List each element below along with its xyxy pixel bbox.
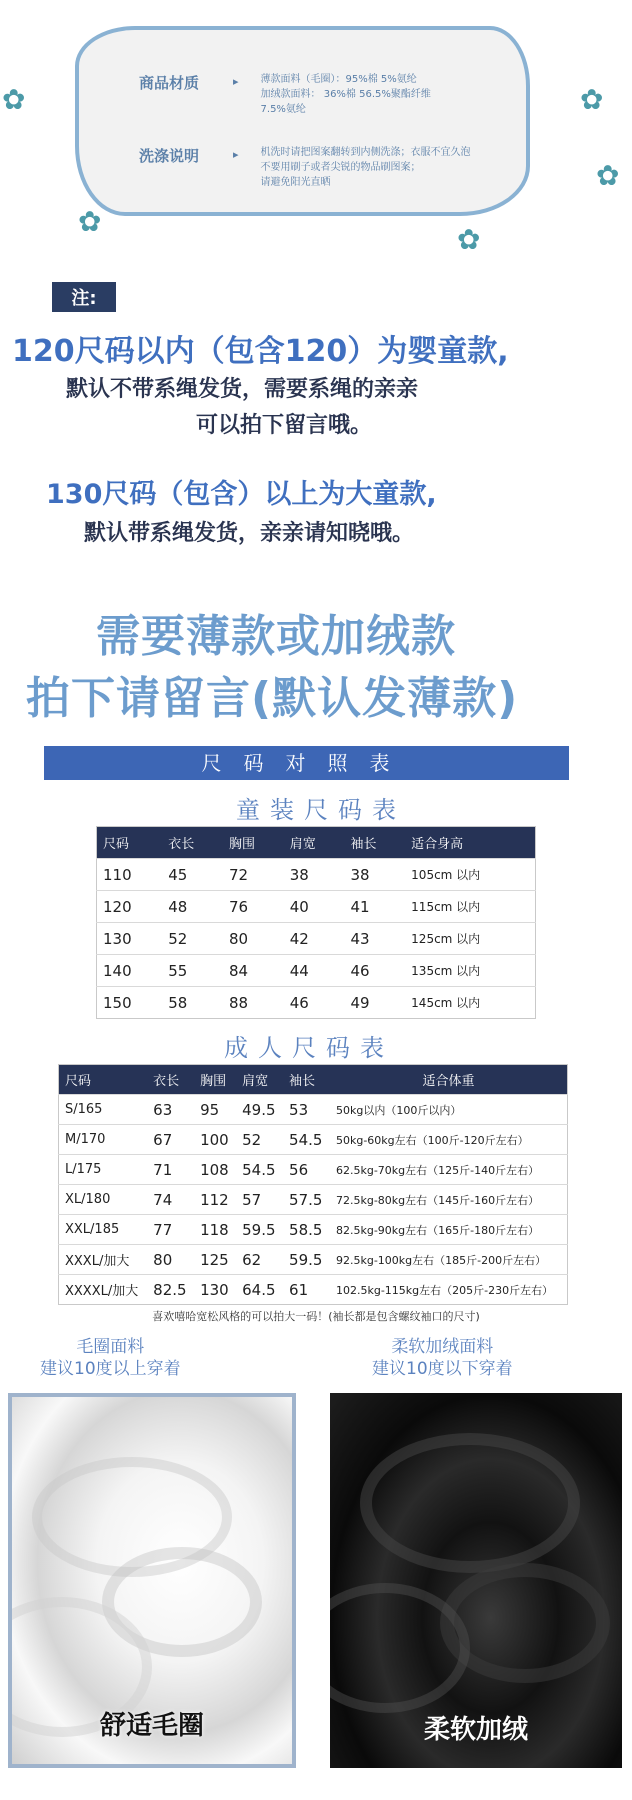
table-cell: 72.5kg-80kg左右（145斤-160斤左右）: [330, 1185, 568, 1215]
material-lines: [261, 72, 431, 117]
table-cell: 38: [284, 859, 345, 891]
table-cell: 45: [162, 859, 223, 891]
table-cell: M/170: [59, 1125, 148, 1155]
table-cell: 62: [236, 1245, 283, 1275]
fleece-caption-title: 柔软加绒面料: [391, 1337, 494, 1357]
arrow-right-icon: ▸: [233, 75, 239, 88]
table-cell: 110: [97, 859, 163, 891]
table-cell: 54.5: [236, 1155, 283, 1185]
table-header-row: [97, 827, 536, 859]
note-line: 120尺码以内（包含120）为婴童款,: [12, 334, 509, 369]
table-cell: 40: [284, 891, 345, 923]
column-header: 适合体重: [330, 1065, 568, 1095]
table-cell: 74: [147, 1185, 194, 1215]
table-row: [59, 1125, 568, 1155]
fleece-label: 柔软加绒: [423, 1715, 528, 1745]
kids-chart-title: 童装尺码表: [236, 796, 406, 824]
table-cell: 118: [194, 1215, 236, 1245]
table-cell: 84: [223, 955, 284, 987]
material-label: 商品材质: [139, 74, 200, 92]
note-line: 130尺码（包含）以上为大童款,: [46, 479, 437, 510]
column-header: 适合身高: [405, 827, 535, 859]
column-header: 衣长: [147, 1065, 194, 1095]
table-row: [97, 923, 536, 955]
table-cell: 95: [194, 1095, 236, 1125]
table-cell: 135cm 以内: [405, 955, 535, 987]
table-row: [59, 1095, 568, 1125]
table-cell: 64.5: [236, 1275, 283, 1305]
table-cell: 63: [147, 1095, 194, 1125]
table-cell: 46: [284, 987, 345, 1019]
table-cell: 50kg-60kg左右（100斤-120斤左右）: [330, 1125, 568, 1155]
table-cell: 150: [97, 987, 163, 1019]
headline-line: 拍下请留言(默认发薄款): [26, 673, 519, 724]
table-cell: 125cm 以内: [405, 923, 535, 955]
terry-caption: [40, 1336, 181, 1380]
table-cell: 57: [236, 1185, 283, 1215]
table-cell: 140: [97, 955, 163, 987]
table-cell: 52: [236, 1125, 283, 1155]
table-cell: 49: [344, 987, 405, 1019]
washing-label: 洗涤说明: [139, 147, 200, 165]
table-cell: 105cm 以内: [405, 859, 535, 891]
table-cell: S/165: [59, 1095, 148, 1125]
column-header: 胸围: [194, 1065, 236, 1095]
column-header: 衣长: [162, 827, 223, 859]
table-row: [97, 891, 536, 923]
size-footnote: 喜欢嘻哈宽松风格的可以拍大一码！(袖长都是包含螺纹袖口的尺寸): [152, 1310, 480, 1323]
size-chart-title: 尺码对照表: [44, 746, 569, 780]
column-header: 肩宽: [236, 1065, 283, 1095]
arrow-right-icon: ▸: [233, 148, 239, 161]
table-cell: 43: [344, 923, 405, 955]
washing-line: 机洗时请把图案翻转到内侧洗涤；衣服不宜久泡: [260, 147, 471, 158]
table-cell: 100: [194, 1125, 236, 1155]
table-cell: XXXL/加大: [59, 1245, 148, 1275]
table-cell: 120: [97, 891, 163, 923]
fleece-fabric-photo: [330, 1393, 622, 1768]
table-cell: XL/180: [59, 1185, 148, 1215]
washing-line: 请避免阳光直晒: [260, 177, 331, 188]
table-row: [97, 955, 536, 987]
table-cell: 50kg以内（100斤以内）: [330, 1095, 568, 1125]
table-cell: 88: [223, 987, 284, 1019]
table-cell: 102.5kg-115kg左右（205斤-230斤左右）: [330, 1275, 568, 1305]
table-cell: 82.5: [147, 1275, 194, 1305]
table-cell: 53: [283, 1095, 330, 1125]
table-cell: 42: [284, 923, 345, 955]
note-tag: 注:: [52, 282, 116, 312]
note-line: 可以拍下留言哦。: [196, 413, 373, 438]
table-cell: 76: [223, 891, 284, 923]
table-cell: 80: [147, 1245, 194, 1275]
table-cell: 61: [283, 1275, 330, 1305]
table-row: [59, 1275, 568, 1305]
table-header-row: [59, 1065, 568, 1095]
table-cell: 59.5: [236, 1215, 283, 1245]
fleece-caption-advice: 建议10度以下穿着: [372, 1359, 513, 1379]
table-cell: 71: [147, 1155, 194, 1185]
table-cell: 59.5: [283, 1245, 330, 1275]
table-cell: 67: [147, 1125, 194, 1155]
table-cell: 41: [344, 891, 405, 923]
table-cell: 62.5kg-70kg左右（125斤-140斤左右）: [330, 1155, 568, 1185]
table-cell: 56: [283, 1155, 330, 1185]
terry-label: 舒适毛圈: [99, 1711, 204, 1741]
terry-caption-title: 毛圈面料: [76, 1337, 145, 1357]
table-cell: 145cm 以内: [405, 987, 535, 1019]
terry-caption-advice: 建议10度以上穿着: [40, 1359, 181, 1379]
table-cell: 57.5: [283, 1185, 330, 1215]
washing-row: [139, 145, 471, 190]
column-header: 尺码: [59, 1065, 148, 1095]
material-card: [75, 26, 530, 216]
table-cell: 55: [162, 955, 223, 987]
column-header: 胸围: [223, 827, 284, 859]
material-line: 薄款面料（毛圈）：95%棉 5%氨纶: [260, 74, 417, 85]
adult-size-table: [58, 1064, 568, 1305]
table-cell: 48: [162, 891, 223, 923]
table-cell: 38: [344, 859, 405, 891]
table-cell: 72: [223, 859, 284, 891]
terry-fabric-photo: [8, 1393, 296, 1768]
table-cell: XXL/185: [59, 1215, 148, 1245]
kids-size-table: [96, 826, 536, 1019]
table-cell: 108: [194, 1155, 236, 1185]
table-row: [97, 987, 536, 1019]
table-cell: 46: [344, 955, 405, 987]
table-cell: 54.5: [283, 1125, 330, 1155]
table-cell: 130: [97, 923, 163, 955]
fleece-caption: [372, 1336, 513, 1380]
table-cell: 130: [194, 1275, 236, 1305]
flower-icon: ✿: [580, 83, 604, 116]
table-row: [59, 1215, 568, 1245]
adult-chart-title: 成人尺码表: [224, 1034, 394, 1062]
note-line: 默认不带系绳发货，需要系绳的亲亲: [66, 377, 419, 402]
material-row: [139, 72, 431, 117]
table-cell: 77: [147, 1215, 194, 1245]
flower-icon: ✿: [596, 159, 620, 192]
table-cell: 82.5kg-90kg左右（165斤-180斤左右）: [330, 1215, 568, 1245]
table-cell: XXXXL/加大: [59, 1275, 148, 1305]
column-header: 尺码: [97, 827, 163, 859]
material-line: 加绒款面料： 36%棉 56.5%聚酯纤维: [260, 89, 431, 100]
note-line: 默认带系绳发货，亲亲请知晓哦。: [84, 521, 415, 546]
flower-icon: ✿: [2, 83, 26, 116]
washing-line: 不要用刷子或者尖锐的物品刷图案；: [260, 162, 421, 173]
table-cell: 92.5kg-100kg左右（185斤-200斤左右）: [330, 1245, 568, 1275]
table-cell: 80: [223, 923, 284, 955]
table-cell: 58.5: [283, 1215, 330, 1245]
material-line: 7.5%氨纶: [260, 104, 306, 115]
headline-line: 需要薄款或加绒款: [96, 611, 456, 662]
table-cell: 112: [194, 1185, 236, 1215]
column-header: 袖长: [283, 1065, 330, 1095]
table-cell: 58: [162, 987, 223, 1019]
flower-icon: ✿: [457, 223, 481, 256]
table-cell: 125: [194, 1245, 236, 1275]
column-header: 袖长: [344, 827, 405, 859]
table-cell: 115cm 以内: [405, 891, 535, 923]
table-cell: 44: [284, 955, 345, 987]
table-row: [97, 859, 536, 891]
column-header: 肩宽: [284, 827, 345, 859]
table-row: [59, 1245, 568, 1275]
table-cell: 52: [162, 923, 223, 955]
table-row: [59, 1185, 568, 1215]
table-cell: L/175: [59, 1155, 148, 1185]
washing-lines: [261, 145, 471, 190]
table-row: [59, 1155, 568, 1185]
table-cell: 49.5: [236, 1095, 283, 1125]
flower-icon: ✿: [78, 205, 102, 238]
